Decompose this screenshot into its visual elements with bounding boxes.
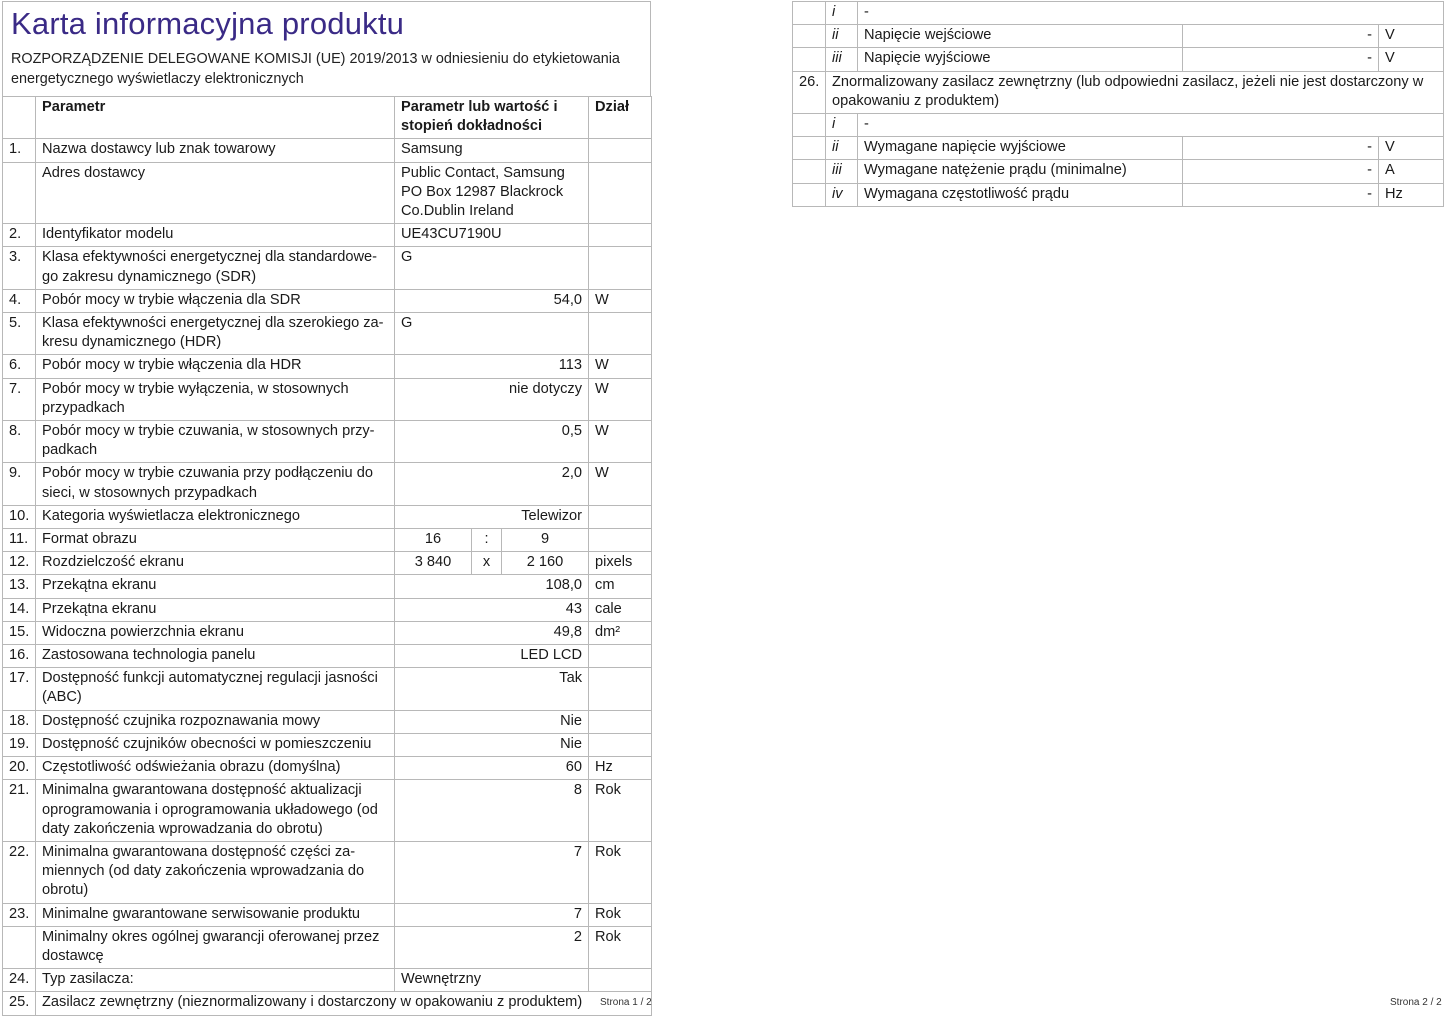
- row-value: Nie: [395, 733, 589, 756]
- row-separator: x: [472, 552, 502, 575]
- table-row: [793, 160, 1444, 183]
- row-number: 24.: [3, 969, 36, 992]
- row-unit: V: [1379, 137, 1444, 160]
- row-unit: pixels: [589, 552, 652, 575]
- row-number: 26.: [793, 71, 826, 113]
- row-number: 9.: [3, 463, 36, 505]
- table-row: [3, 247, 652, 289]
- row-unit: [589, 247, 652, 289]
- row-value: 7: [395, 841, 589, 903]
- row-label: Typ zasilacza:: [36, 969, 395, 992]
- row-label: -: [858, 2, 1444, 25]
- row-number: 15.: [3, 621, 36, 644]
- table-row: [3, 552, 652, 575]
- row-number: 7.: [3, 378, 36, 420]
- row-number: 25.: [3, 992, 36, 1015]
- row-unit: [589, 313, 652, 355]
- row-value: 49,8: [395, 621, 589, 644]
- row-label: Wymagane natężenie prądu (minimalne): [858, 160, 1183, 183]
- row-roman: iii: [826, 160, 858, 183]
- row-number: 11.: [3, 529, 36, 552]
- table-row: [3, 421, 652, 463]
- row-unit: [589, 224, 652, 247]
- row-unit: V: [1379, 48, 1444, 71]
- row-label: Pobór mocy w trybie włączenia dla HDR: [36, 355, 395, 378]
- row-value: 108,0: [395, 575, 589, 598]
- row-label: Kategoria wyświetlacza elektronicznego: [36, 505, 395, 528]
- row-number: 13.: [3, 575, 36, 598]
- row-value: -: [1183, 137, 1379, 160]
- row-number: 5.: [3, 313, 36, 355]
- row-value: UE43CU7190U: [395, 224, 589, 247]
- row-unit: cm: [589, 575, 652, 598]
- row-label: Przekątna ekranu: [36, 598, 395, 621]
- table-row: [793, 71, 1444, 113]
- row-unit: Hz: [1379, 183, 1444, 206]
- row-number: 22.: [3, 841, 36, 903]
- row-label: Pobór mocy w trybie czuwania, w stosownych przy-padkach: [36, 421, 395, 463]
- row-value: LED LCD: [395, 645, 589, 668]
- table-row: [3, 529, 652, 552]
- row-roman: iii: [826, 48, 858, 71]
- row-value: 60: [395, 757, 589, 780]
- row-label: Dostępność czujników obecności w pomieszczeniu: [36, 733, 395, 756]
- row-value: 7: [395, 903, 589, 926]
- row-label: Klasa efektywności energetycznej dla standardowe-go zakresu dynamicznego (SDR): [36, 247, 395, 289]
- row-label: Minimalna gwarantowana dostępność aktualizacji oprogramowania i oprogramowania układowego (od daty zakończenia wprowadzania do obrotu): [36, 780, 395, 842]
- row-unit: [589, 668, 652, 710]
- row-label: Nazwa dostawcy lub znak towarowy: [36, 139, 395, 162]
- table-row: [793, 183, 1444, 206]
- row-value: Public Contact, Samsung PO Box 12987 Blackrock Co.Dublin Ireland: [395, 162, 589, 224]
- row-value: -: [1183, 183, 1379, 206]
- table-row: [3, 926, 652, 968]
- row-value-2: 2 160: [502, 552, 589, 575]
- row-value: 43: [395, 598, 589, 621]
- row-roman: ii: [826, 137, 858, 160]
- row-value: 113: [395, 355, 589, 378]
- row-value: Nie: [395, 710, 589, 733]
- page-1: [0, 0, 655, 1010]
- table-row: [3, 224, 652, 247]
- row-label: Widoczna powierzchnia ekranu: [36, 621, 395, 644]
- row-number: [793, 183, 826, 206]
- row-label: Napięcie wejściowe: [858, 25, 1183, 48]
- row-unit: [589, 733, 652, 756]
- table-row: [793, 114, 1444, 137]
- row-number: 14.: [3, 598, 36, 621]
- row-number: [793, 2, 826, 25]
- page-title: Karta informacyjna produktu: [11, 6, 405, 41]
- row-number: 20.: [3, 757, 36, 780]
- row-label: Klasa efektywności energetycznej dla szerokiego za-kresu dynamicznego (HDR): [36, 313, 395, 355]
- header-value: Parametr lub wartość i stopień dokładności: [395, 97, 589, 139]
- row-value: -: [1183, 160, 1379, 183]
- row-label: Identyfikator modelu: [36, 224, 395, 247]
- row-label: Pobór mocy w trybie włączenia dla SDR: [36, 289, 395, 312]
- row-label: Zastosowana technologia panelu: [36, 645, 395, 668]
- power-supply-table: [792, 1, 1444, 207]
- row-label: Rozdzielczość ekranu: [36, 552, 395, 575]
- row-number: [3, 162, 36, 224]
- row-value: 8: [395, 780, 589, 842]
- row-label: Przekątna ekranu: [36, 575, 395, 598]
- row-label: Znormalizowany zasilacz zewnętrzny (lub odpowiedni zasilacz, jeżeli nie jest dostarczony w opakowaniu z produktem): [826, 71, 1444, 113]
- table-row: [3, 903, 652, 926]
- table-row: [3, 575, 652, 598]
- row-number: 18.: [3, 710, 36, 733]
- table-row: [3, 733, 652, 756]
- row-value: 0,5: [395, 421, 589, 463]
- row-number: 3.: [3, 247, 36, 289]
- row-label: Adres dostawcy: [36, 162, 395, 224]
- row-number: 23.: [3, 903, 36, 926]
- table-row: [793, 2, 1444, 25]
- table-header-row: [3, 97, 652, 139]
- row-number: 12.: [3, 552, 36, 575]
- header-unit: Dział: [589, 97, 652, 139]
- table-row: [3, 505, 652, 528]
- row-number: 10.: [3, 505, 36, 528]
- table-row: [3, 992, 652, 1015]
- row-unit: W: [589, 421, 652, 463]
- row-unit: [589, 645, 652, 668]
- row-label: Minimalna gwarantowana dostępność części za-miennych (od daty zakończenia wprowadzania do obrotu): [36, 841, 395, 903]
- row-value-1: 3 840: [395, 552, 472, 575]
- page-number: Strona 1 / 2: [600, 997, 652, 1008]
- row-value: G: [395, 313, 589, 355]
- row-number: 2.: [3, 224, 36, 247]
- row-value: 2,0: [395, 463, 589, 505]
- header-param: Parametr: [36, 97, 395, 139]
- row-number: 4.: [3, 289, 36, 312]
- row-unit: W: [589, 355, 652, 378]
- row-number: 21.: [3, 780, 36, 842]
- row-label: Zasilacz zewnętrzny (nieznormalizowany i dostarczony w opakowaniu z produktem): [36, 992, 652, 1015]
- table-row: [3, 463, 652, 505]
- row-label: Dostępność czujnika rozpoznawania mowy: [36, 710, 395, 733]
- row-value: nie dotyczy: [395, 378, 589, 420]
- row-roman: i: [826, 2, 858, 25]
- row-number: [793, 25, 826, 48]
- table-row: [3, 355, 652, 378]
- row-separator: :: [472, 529, 502, 552]
- row-unit: Rok: [589, 841, 652, 903]
- row-number: 19.: [3, 733, 36, 756]
- table-row: [3, 289, 652, 312]
- row-number: [793, 160, 826, 183]
- row-unit: cale: [589, 598, 652, 621]
- row-value: -: [1183, 25, 1379, 48]
- row-value: Wewnętrzny: [395, 969, 589, 992]
- row-label: Pobór mocy w trybie czuwania przy podłączeniu do sieci, w stosownych przypadkach: [36, 463, 395, 505]
- page-number: Strona 2 / 2: [1390, 997, 1442, 1008]
- row-label: Wymagane napięcie wyjściowe: [858, 137, 1183, 160]
- row-unit: W: [589, 463, 652, 505]
- table-row: [3, 139, 652, 162]
- table-row: [3, 162, 652, 224]
- row-value: Tak: [395, 668, 589, 710]
- row-label: Dostępność funkcji automatycznej regulacji jasności (ABC): [36, 668, 395, 710]
- row-value: -: [1183, 48, 1379, 71]
- row-roman: ii: [826, 25, 858, 48]
- row-unit: Rok: [589, 780, 652, 842]
- row-number: [3, 926, 36, 968]
- row-label: Pobór mocy w trybie wyłączenia, w stosownych przypadkach: [36, 378, 395, 420]
- row-number: 8.: [3, 421, 36, 463]
- row-roman: i: [826, 114, 858, 137]
- row-unit: [589, 162, 652, 224]
- table-row: [3, 313, 652, 355]
- row-value: 2: [395, 926, 589, 968]
- row-value-1: 16: [395, 529, 472, 552]
- row-unit: [589, 710, 652, 733]
- row-unit: [589, 529, 652, 552]
- row-number: [793, 48, 826, 71]
- header-num-cell: [3, 97, 36, 139]
- row-label: Format obrazu: [36, 529, 395, 552]
- table-row: [793, 48, 1444, 71]
- product-info-table: [2, 96, 652, 1016]
- row-label: Częstotliwość odświeżania obrazu (domyślna): [36, 757, 395, 780]
- table-row: [3, 710, 652, 733]
- row-unit: V: [1379, 25, 1444, 48]
- table-row: [793, 137, 1444, 160]
- row-label: -: [858, 114, 1444, 137]
- table-row: [3, 668, 652, 710]
- table-row: [3, 621, 652, 644]
- row-label: Napięcie wyjściowe: [858, 48, 1183, 71]
- table-row: [3, 969, 652, 992]
- table-row: [793, 25, 1444, 48]
- regulation-subtitle: ROZPORZĄDZENIE DELEGOWANE KOMISJI (UE) 2019/2013 w odniesieniu do etykietowania energetycznego wyświetlaczy elektronicznych: [11, 51, 620, 87]
- row-label: Minimalne gwarantowane serwisowanie produktu: [36, 903, 395, 926]
- table-row: [3, 645, 652, 668]
- row-number: 6.: [3, 355, 36, 378]
- row-unit: Rok: [589, 903, 652, 926]
- row-unit: [589, 505, 652, 528]
- table-row: [3, 780, 652, 842]
- row-number: 1.: [3, 139, 36, 162]
- row-unit: dm²: [589, 621, 652, 644]
- row-unit: Hz: [589, 757, 652, 780]
- row-number: 17.: [3, 668, 36, 710]
- row-value: Samsung: [395, 139, 589, 162]
- row-number: [793, 114, 826, 137]
- row-unit: A: [1379, 160, 1444, 183]
- row-roman: iv: [826, 183, 858, 206]
- row-unit: [589, 969, 652, 992]
- table-row: [3, 841, 652, 903]
- row-unit: W: [589, 289, 652, 312]
- row-value-2: 9: [502, 529, 589, 552]
- row-unit: Rok: [589, 926, 652, 968]
- table-row: [3, 378, 652, 420]
- row-value: G: [395, 247, 589, 289]
- row-value: 54,0: [395, 289, 589, 312]
- row-value: Telewizor: [395, 505, 589, 528]
- document-header: [2, 1, 651, 96]
- row-unit: W: [589, 378, 652, 420]
- row-unit: [589, 139, 652, 162]
- row-label: Minimalny okres ogólnej gwarancji oferowanej przez dostawcę: [36, 926, 395, 968]
- row-number: 16.: [3, 645, 36, 668]
- row-number: [793, 137, 826, 160]
- table-row: [3, 598, 652, 621]
- row-label: Wymagana częstotliwość prądu: [858, 183, 1183, 206]
- table-row: [3, 757, 652, 780]
